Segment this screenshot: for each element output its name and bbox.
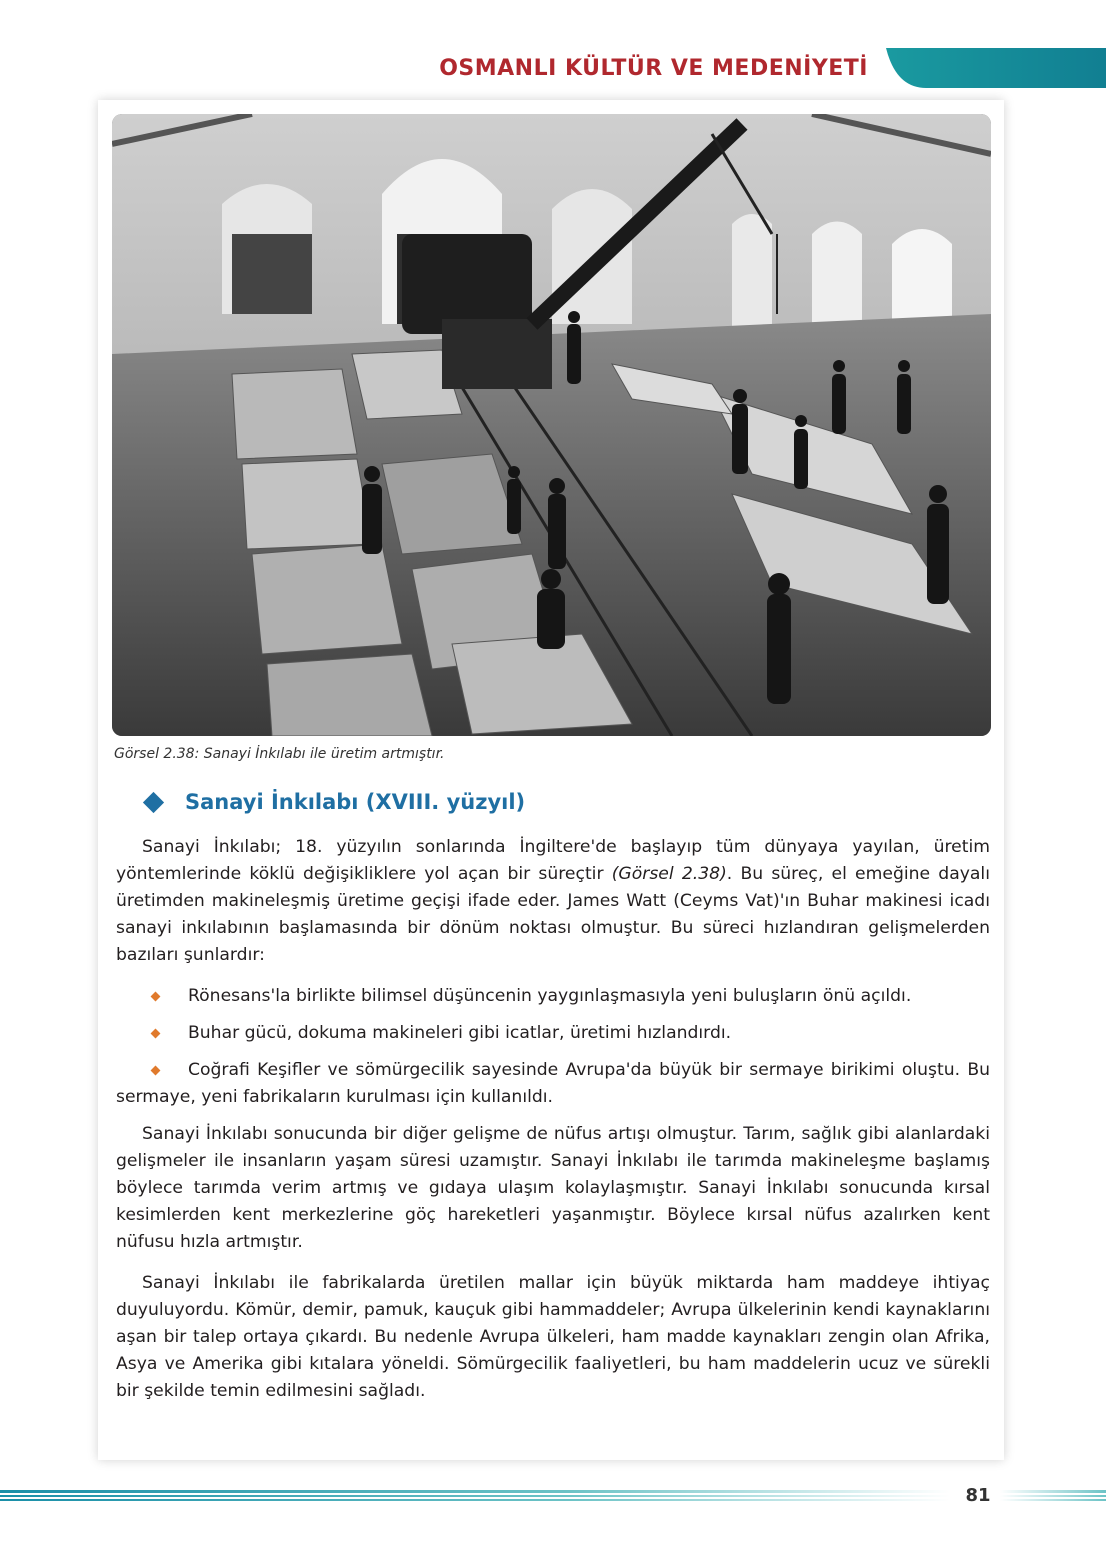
footer-decoration-right <box>1000 1490 1106 1502</box>
list-item <box>116 1057 990 1111</box>
body-text <box>116 834 990 1413</box>
factory-photo <box>112 114 991 736</box>
list-item-text: Coğrafi Keşifler ve sömürgecilik sayesinde Avrupa'da büyük bir sermaye birikimi oluştu. Bu sermaye, yeni fabrikaların kurulması için kullanıldı. <box>116 1060 990 1107</box>
paragraph-intro-part2: . Bu süreç, el emeğine dayalı üretimden makineleşmiş üretime geçişi ifade eder. James Watt (Ceyms Vat)'ın Buhar makinesi icadı sanayi inkılabının başlamasında bir dönüm noktası olmuştur. Bu süreci hızlandıran gelişmelerden bazıları şunlardır: <box>116 864 990 965</box>
factory-photo-icon <box>112 114 991 736</box>
orange-diamond-icon <box>151 1066 161 1076</box>
footer-decoration-left <box>0 1490 950 1502</box>
list-item-text: Rönesans'la birlikte bilimsel düşüncenin yaygınlaşmasıyla yeni buluşların önü açıldı. <box>188 986 912 1006</box>
section-heading <box>146 790 525 814</box>
orange-diamond-icon <box>151 992 161 1002</box>
content-card <box>98 100 1004 1460</box>
figure-reference: (Görsel 2.38) <box>611 864 727 884</box>
header-accent-tab <box>886 48 1106 88</box>
paragraph-intro-part1: Sanayi İnkılabı; 18. yüzyılın sonlarında İngiltere'de başlayıp tüm dünyaya yayılan, üretim yöntemlerinde köklü değişikliklere yol açan bir süreçtir <box>116 837 990 884</box>
paragraph-raw-materials: Sanayi İnkılabı ile fabrikalarda üretilen mallar için büyük miktarda ham maddeye ihtiyaç duyuluyordu. Kömür, demir, pamuk, kauçuk gibi hammaddeler; Avrupa ülkelerinin kendi kaynaklarını aşan bir talep ortaya çıkardı. Bu nedenle Avrupa ülkeleri, ham madde kaynakları zengin olan Afrika, Asya ve Amerika gibi kıtalara yöneldi. Sömürgecilik faaliyetleri, bu ham maddelerin ucuz ve sürekli bir şekilde temin edilmesini sağladı. <box>116 1273 990 1401</box>
figure-caption: Görsel 2.38: Sanayi İnkılabı ile üretim artmıştır. <box>114 746 445 762</box>
list-item <box>116 983 990 1010</box>
list-item-text: Buhar gücü, dokuma makineleri gibi icatlar, üretimi hızlandırdı. <box>188 1023 732 1043</box>
paragraph-population: Sanayi İnkılabı sonucunda bir diğer gelişme de nüfus artışı olmuştur. Tarım, sağlık gibi alanlardaki gelişmeler ile insanların yaşam süresi uzamıştır. Sanayi İnkılabı ile tarımda makineleşme başlamış böylece tarımda verim artmış ve gıdaya ulaşım kolaylaşmıştır. Sanayi İnkılabı sonucunda kırsal kesimlerden kent merkezlerine göç hareketleri yaşanmıştır. Böylece kırsal nüfus azalırken kent nüfusu hızla artmıştır. <box>116 1124 990 1252</box>
chapter-title: OSMANLI KÜLTÜR VE MEDENİYETİ <box>439 56 868 81</box>
orange-diamond-icon <box>151 1029 161 1039</box>
section-heading-text: Sanayi İnkılabı (XVIII. yüzyıl) <box>185 790 526 814</box>
list-item <box>116 1020 990 1047</box>
page-number: 81 <box>965 1485 991 1506</box>
paragraph-intro <box>116 834 990 969</box>
diamond-bullet-icon <box>143 791 164 812</box>
